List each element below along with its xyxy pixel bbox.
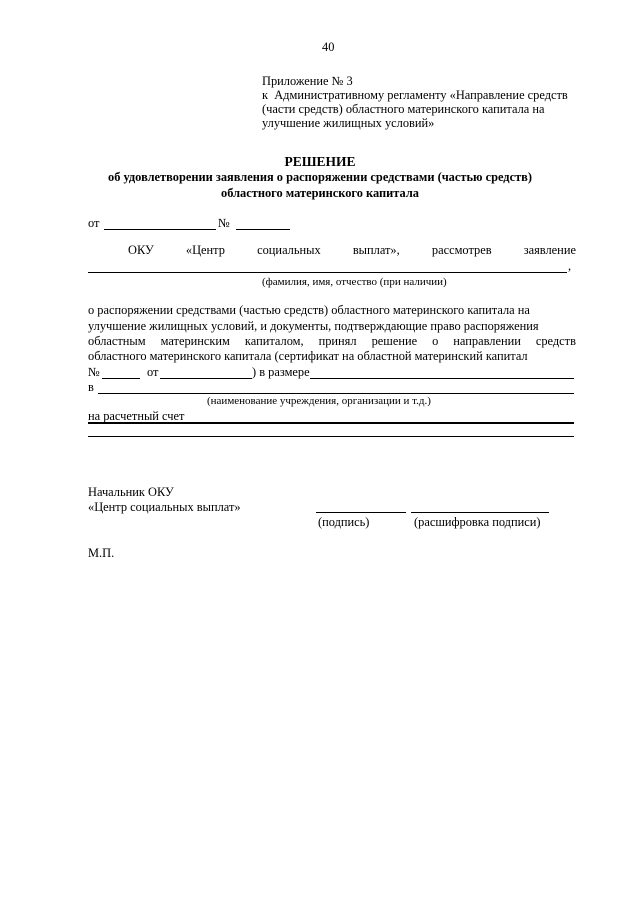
body-word: принял	[318, 334, 357, 348]
applicant-name-hint: (фамилия, имя, отчество (при наличии)	[262, 276, 447, 288]
appendix-line4: улучшение жилищных условий»	[262, 116, 435, 130]
date-label: от	[88, 216, 100, 230]
amount-label: ) в размере	[252, 365, 310, 379]
page-number: 40	[322, 40, 335, 54]
document-heading: РЕШЕНИЕ	[284, 154, 356, 169]
body-line3	[88, 334, 576, 348]
institution-label: в	[88, 380, 94, 394]
body-word: решение	[371, 334, 418, 348]
body-word: областным	[88, 334, 146, 348]
body-line1: о распоряжении средствами (частью средств) областного материнского капитала на	[88, 303, 530, 317]
intro-word: «Центр	[185, 243, 225, 257]
certificate-date-label: от	[147, 365, 159, 379]
body-word: средств	[535, 334, 576, 348]
appendix-line2-rest: Административному регламенту «Направление средств	[274, 88, 568, 102]
document-subtitle-line1: об удовлетворении заявления о распоряжении средствами (частью средств)	[108, 170, 532, 184]
institution-line	[98, 393, 574, 394]
appendix-line2-prefix: к	[262, 88, 269, 102]
body-line2: улучшение жилищных условий, и документы, подтверждающие право распоряжения	[88, 319, 539, 333]
comma: ,	[568, 259, 572, 273]
signature-decode-hint: (расшифровка подписи)	[414, 515, 541, 529]
intro-word: выплат»,	[352, 243, 400, 257]
signature-decode-line	[411, 512, 549, 513]
body-word: направлении	[453, 334, 521, 348]
institution-hint: (наименование учреждения, организации и т.д.)	[207, 395, 431, 407]
position-line2: «Центр социальных выплат»	[88, 500, 241, 514]
number-field-line	[236, 229, 290, 230]
certificate-number-label: №	[88, 365, 100, 379]
signature-line	[316, 512, 406, 513]
intro-word: заявление	[523, 243, 576, 257]
number-label: №	[218, 216, 230, 230]
appendix-line2	[262, 88, 568, 102]
stamp-place: М.П.	[88, 546, 115, 560]
body-word: материнским	[160, 334, 230, 348]
intro-line	[128, 243, 576, 257]
appendix-line1: Приложение № 3	[262, 74, 353, 88]
intro-word: ОКУ	[128, 243, 154, 257]
date-field-line	[104, 229, 216, 230]
amount-line	[310, 378, 574, 379]
certificate-date-line	[160, 378, 252, 379]
intro-word: социальных	[257, 243, 321, 257]
intro-word: рассмотрев	[431, 243, 492, 257]
appendix-line3: (части средств) областного материнского капитала на	[262, 102, 545, 116]
account-line-2	[88, 436, 574, 437]
body-line4: областного материнского капитала (сертификат на областной материнский капитал	[88, 349, 528, 363]
document-subtitle-line2: областного материнского капитала	[221, 186, 419, 200]
account-line	[88, 422, 574, 424]
position-line1: Начальник ОКУ	[88, 485, 174, 499]
certificate-number-line	[102, 378, 140, 379]
applicant-name-line	[88, 272, 567, 273]
signature-hint: (подпись)	[318, 515, 370, 529]
account-label: на расчетный счет	[88, 409, 185, 423]
body-word: о	[432, 334, 439, 348]
body-word: капиталом,	[244, 334, 304, 348]
